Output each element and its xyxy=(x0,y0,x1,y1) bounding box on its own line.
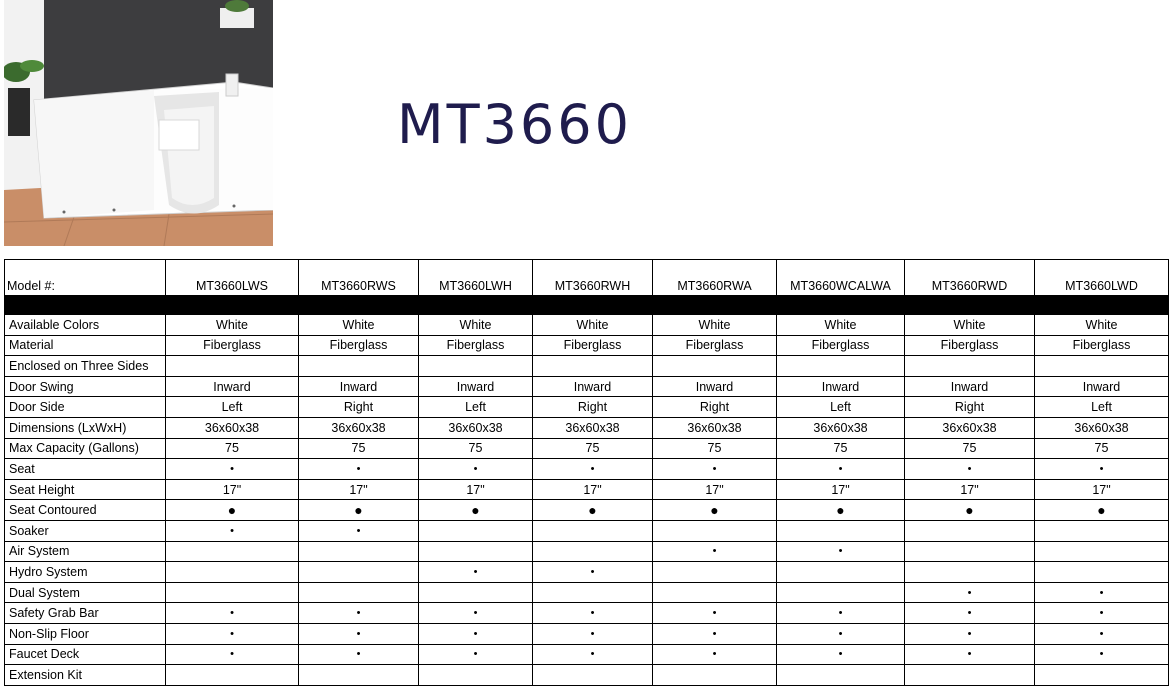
table-cell: • xyxy=(777,644,905,665)
table-cell xyxy=(777,562,905,583)
model-header: MT3660RWS xyxy=(299,260,419,296)
table-cell: White xyxy=(777,315,905,336)
table-cell: • xyxy=(653,623,777,644)
table-cell: • xyxy=(777,459,905,480)
table-cell: • xyxy=(533,459,653,480)
row-label: Door Side xyxy=(5,397,166,418)
table-row xyxy=(5,479,1169,500)
table-cell: White xyxy=(419,315,533,336)
table-cell: Fiberglass xyxy=(533,335,653,356)
table-cell xyxy=(905,541,1035,562)
table-cell: Fiberglass xyxy=(299,335,419,356)
table-cell: Inward xyxy=(653,376,777,397)
model-header: MT3660LWH xyxy=(419,260,533,296)
table-cell: • xyxy=(299,644,419,665)
table-cell: 36x60x38 xyxy=(166,417,299,438)
table-row xyxy=(5,665,1169,686)
table-cell: Fiberglass xyxy=(419,335,533,356)
table-row xyxy=(5,356,1169,377)
table-cell: • xyxy=(905,603,1035,624)
model-header: MT3660RWA xyxy=(653,260,777,296)
table-cell: ● xyxy=(777,500,905,521)
table-cell: Right xyxy=(905,397,1035,418)
table-cell: • xyxy=(653,644,777,665)
table-cell: 75 xyxy=(1035,438,1169,459)
divider-bar xyxy=(5,296,1169,315)
table-cell: • xyxy=(905,644,1035,665)
table-cell: Left xyxy=(1035,397,1169,418)
table-cell: 75 xyxy=(299,438,419,459)
table-cell xyxy=(299,665,419,686)
table-row xyxy=(5,562,1169,583)
row-label: Air System xyxy=(5,541,166,562)
table-row xyxy=(5,603,1169,624)
table-row xyxy=(5,582,1169,603)
table-cell xyxy=(1035,520,1169,541)
table-cell: • xyxy=(419,459,533,480)
table-cell: 17" xyxy=(653,479,777,500)
table-cell: 36x60x38 xyxy=(419,417,533,438)
row-label: Material xyxy=(5,335,166,356)
page-title: MT3660 xyxy=(397,93,633,156)
table-cell: • xyxy=(419,603,533,624)
row-label: Non-Slip Floor xyxy=(5,623,166,644)
table-cell xyxy=(653,665,777,686)
table-cell: 17" xyxy=(533,479,653,500)
table-cell: • xyxy=(1035,644,1169,665)
table-cell: 75 xyxy=(653,438,777,459)
row-label: Enclosed on Three Sides xyxy=(5,356,166,377)
table-row xyxy=(5,397,1169,418)
table-cell: 17" xyxy=(166,479,299,500)
table-cell: • xyxy=(653,459,777,480)
model-header: MT3660LWD xyxy=(1035,260,1169,296)
table-row xyxy=(5,459,1169,480)
table-cell xyxy=(1035,562,1169,583)
row-label: Max Capacity (Gallons) xyxy=(5,438,166,459)
table-row xyxy=(5,438,1169,459)
table-cell xyxy=(777,356,905,377)
table-cell: • xyxy=(299,603,419,624)
row-label: Safety Grab Bar xyxy=(5,603,166,624)
table-cell xyxy=(533,520,653,541)
table-cell: White xyxy=(905,315,1035,336)
table-cell xyxy=(166,582,299,603)
table-cell xyxy=(1035,665,1169,686)
table-cell xyxy=(533,582,653,603)
row-label: Soaker xyxy=(5,520,166,541)
row-label: Door Swing xyxy=(5,376,166,397)
table-cell xyxy=(905,520,1035,541)
table-cell: • xyxy=(166,459,299,480)
table-cell xyxy=(299,582,419,603)
table-cell: • xyxy=(166,603,299,624)
row-label: Seat Contoured xyxy=(5,500,166,521)
table-cell xyxy=(419,665,533,686)
row-label: Dual System xyxy=(5,582,166,603)
table-cell: • xyxy=(653,541,777,562)
row-label: Hydro System xyxy=(5,562,166,583)
table-cell: Right xyxy=(299,397,419,418)
table-cell: Left xyxy=(419,397,533,418)
table-cell: 75 xyxy=(905,438,1035,459)
row-label: Faucet Deck xyxy=(5,644,166,665)
table-cell: • xyxy=(905,623,1035,644)
table-cell xyxy=(419,520,533,541)
table-cell: Right xyxy=(653,397,777,418)
table-cell: 17" xyxy=(419,479,533,500)
table-cell: White xyxy=(299,315,419,336)
table-cell xyxy=(653,356,777,377)
model-header: MT3660RWD xyxy=(905,260,1035,296)
table-cell xyxy=(533,356,653,377)
table-cell: ● xyxy=(166,500,299,521)
table-cell: • xyxy=(777,603,905,624)
table-cell xyxy=(653,562,777,583)
table-cell: White xyxy=(533,315,653,336)
table-cell xyxy=(166,541,299,562)
divider-bar-cell xyxy=(5,296,1169,315)
table-cell: • xyxy=(419,562,533,583)
table-cell: Fiberglass xyxy=(905,335,1035,356)
table-cell: • xyxy=(166,520,299,541)
table-cell: • xyxy=(419,644,533,665)
table-cell: 17" xyxy=(905,479,1035,500)
row-label: Available Colors xyxy=(5,315,166,336)
table-row xyxy=(5,315,1169,336)
table-cell: • xyxy=(533,603,653,624)
product-photo xyxy=(4,0,273,246)
table-cell: • xyxy=(905,582,1035,603)
table-cell: 36x60x38 xyxy=(905,417,1035,438)
table-row xyxy=(5,335,1169,356)
table-cell: 75 xyxy=(166,438,299,459)
table-cell: Fiberglass xyxy=(1035,335,1169,356)
table-cell: ● xyxy=(653,500,777,521)
table-cell: • xyxy=(533,623,653,644)
table-cell: ● xyxy=(1035,500,1169,521)
table-cell: 36x60x38 xyxy=(533,417,653,438)
table-cell: Inward xyxy=(419,376,533,397)
table-cell: 75 xyxy=(777,438,905,459)
table-cell: • xyxy=(1035,623,1169,644)
table-cell xyxy=(777,582,905,603)
table-cell: Inward xyxy=(166,376,299,397)
table-cell: • xyxy=(533,644,653,665)
model-header: MT3660RWH xyxy=(533,260,653,296)
table-cell: • xyxy=(299,623,419,644)
table-cell: Fiberglass xyxy=(777,335,905,356)
table-cell xyxy=(299,562,419,583)
table-cell xyxy=(299,356,419,377)
table-cell: Inward xyxy=(1035,376,1169,397)
table-cell: 17" xyxy=(299,479,419,500)
table-cell: 36x60x38 xyxy=(299,417,419,438)
table-cell: 36x60x38 xyxy=(1035,417,1169,438)
table-cell: • xyxy=(419,623,533,644)
table-cell: Inward xyxy=(777,376,905,397)
spec-table xyxy=(4,259,1169,686)
row-label: Seat Height xyxy=(5,479,166,500)
table-row xyxy=(5,376,1169,397)
table-cell xyxy=(905,356,1035,377)
row-label: Dimensions (LxWxH) xyxy=(5,417,166,438)
table-cell: Inward xyxy=(533,376,653,397)
table-cell: 17" xyxy=(1035,479,1169,500)
table-cell: • xyxy=(1035,603,1169,624)
table-cell: • xyxy=(533,562,653,583)
table-cell: ● xyxy=(533,500,653,521)
table-row xyxy=(5,541,1169,562)
table-cell xyxy=(905,665,1035,686)
table-cell: 75 xyxy=(533,438,653,459)
model-header: MT3660WCALWA xyxy=(777,260,905,296)
table-cell: Fiberglass xyxy=(166,335,299,356)
table-cell: • xyxy=(1035,459,1169,480)
table-cell: White xyxy=(653,315,777,336)
table-row xyxy=(5,520,1169,541)
table-row xyxy=(5,623,1169,644)
table-cell xyxy=(905,562,1035,583)
table-row xyxy=(5,500,1169,521)
table-cell xyxy=(777,665,905,686)
table-cell: 36x60x38 xyxy=(777,417,905,438)
table-cell xyxy=(533,541,653,562)
table-cell: • xyxy=(299,459,419,480)
table-cell: • xyxy=(166,623,299,644)
table-cell: • xyxy=(905,459,1035,480)
table-cell xyxy=(166,562,299,583)
table-cell: Left xyxy=(166,397,299,418)
table-row xyxy=(5,417,1169,438)
model-header: MT3660LWS xyxy=(166,260,299,296)
table-cell: ● xyxy=(905,500,1035,521)
table-cell: • xyxy=(653,603,777,624)
table-cell xyxy=(777,520,905,541)
table-cell: Inward xyxy=(299,376,419,397)
table-cell: • xyxy=(777,541,905,562)
table-cell xyxy=(653,582,777,603)
table-cell: ● xyxy=(419,500,533,521)
table-cell xyxy=(1035,356,1169,377)
table-cell xyxy=(166,356,299,377)
table-cell: Left xyxy=(777,397,905,418)
header-row xyxy=(5,260,1169,296)
table-cell: White xyxy=(166,315,299,336)
table-cell: 36x60x38 xyxy=(653,417,777,438)
table-cell xyxy=(299,541,419,562)
row-label: Extension Kit xyxy=(5,665,166,686)
row-label: Seat xyxy=(5,459,166,480)
table-cell: White xyxy=(1035,315,1169,336)
table-cell xyxy=(653,520,777,541)
table-cell xyxy=(419,582,533,603)
table-cell: Fiberglass xyxy=(653,335,777,356)
table-cell: • xyxy=(777,623,905,644)
table-cell: Right xyxy=(533,397,653,418)
table-cell xyxy=(166,665,299,686)
table-cell xyxy=(419,356,533,377)
table-cell: 75 xyxy=(419,438,533,459)
table-cell xyxy=(419,541,533,562)
table-cell xyxy=(1035,541,1169,562)
table-cell: ● xyxy=(299,500,419,521)
table-row xyxy=(5,644,1169,665)
table-cell: • xyxy=(1035,582,1169,603)
table-cell: • xyxy=(166,644,299,665)
table-cell: 17" xyxy=(777,479,905,500)
table-cell: Inward xyxy=(905,376,1035,397)
table-cell: • xyxy=(299,520,419,541)
table-cell xyxy=(533,665,653,686)
header-label: Model #: xyxy=(5,260,166,296)
